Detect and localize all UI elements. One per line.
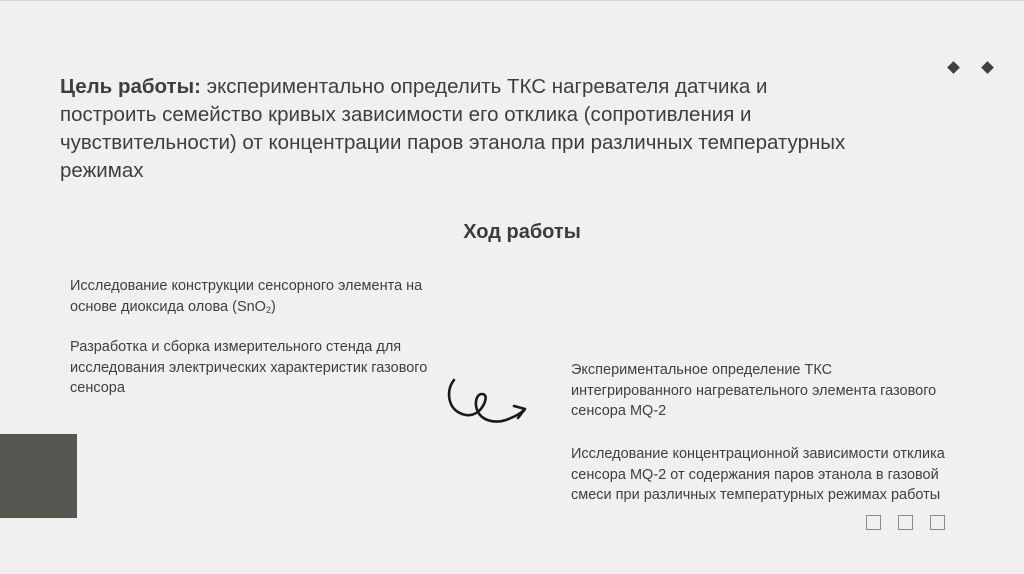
square-icon (930, 515, 945, 530)
diamond-icon (947, 61, 960, 74)
curly-arrow-icon (444, 372, 534, 436)
closing-paren: ) (270, 298, 276, 315)
right-item-concentration-text: Исследование концентрационной зависимости отклика сенсора MQ-2 от содержания паров этанола в газовой смеси при различных температурных режимах работы (571, 446, 945, 503)
diamond-icon (981, 61, 994, 74)
goal-text: экспериментально определить ТКС нагревателя датчика и построить семейство кривых зависимости его отклика (сопротивления и чувствительности) от концентрации паров этанола при различных температурных режимах (60, 75, 846, 182)
goal-paragraph (60, 73, 860, 185)
subscript-2: 2 (265, 304, 271, 315)
right-item-concentration (571, 444, 966, 506)
section-heading: Ход работы (463, 221, 581, 243)
right-item-tks (571, 360, 951, 422)
square-icon (898, 515, 913, 530)
decorative-block (0, 434, 77, 518)
left-item-stand (70, 337, 440, 399)
left-item-stand-text: Разработка и сборка измерительного стенда для исследования электрических характеристик газового сенсора (70, 339, 428, 396)
top-divider (0, 0, 1024, 1)
right-item-tks-text: Экспериментальное определение ТКС интегрированного нагревательного элемента газового сенсора MQ-2 (571, 362, 937, 419)
square-icon (866, 515, 881, 530)
goal-label: Цель работы: (60, 75, 201, 98)
left-item-construction-text: Исследование конструкции сенсорного элемента на основе диоксида олова (SnO (70, 278, 423, 315)
left-item-construction (70, 276, 430, 320)
